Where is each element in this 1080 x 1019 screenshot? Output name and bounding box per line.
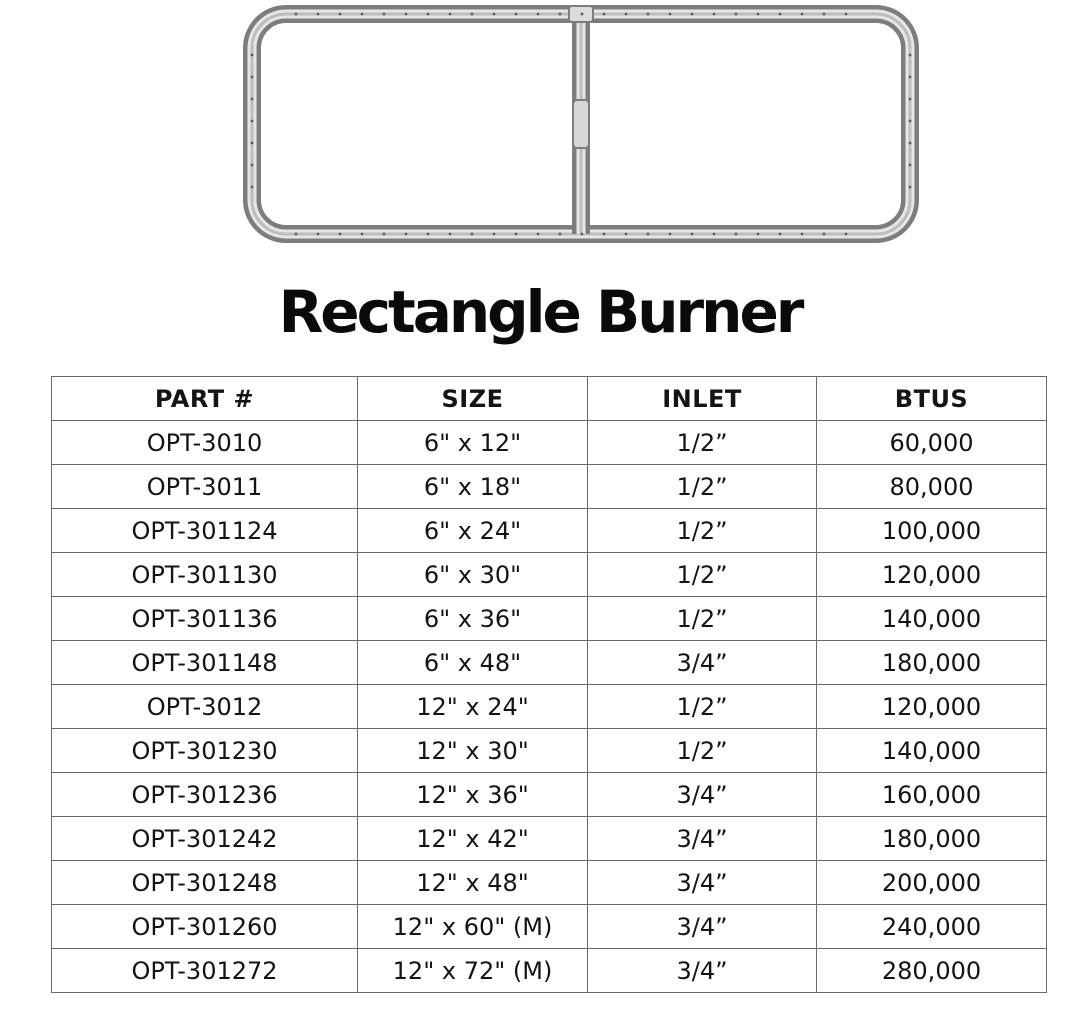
table-row [52, 641, 1047, 685]
burner-port [909, 142, 912, 145]
cell-part-number: OPT-301124 [52, 509, 358, 553]
cell-inlet: 1/2” [588, 465, 817, 509]
burner-port [757, 233, 760, 236]
burner-port [515, 13, 518, 16]
burner-port [669, 13, 672, 16]
cell-size: 6" x 12" [358, 421, 588, 465]
cell-btus: 240,000 [817, 905, 1047, 949]
cell-btus: 120,000 [817, 553, 1047, 597]
cell-inlet: 1/2” [588, 509, 817, 553]
cell-inlet: 1/2” [588, 421, 817, 465]
burner-port [449, 233, 452, 236]
cell-size: 12" x 60" (M) [358, 905, 588, 949]
burner-port [625, 13, 628, 16]
burner-port [493, 233, 496, 236]
cell-btus: 180,000 [817, 817, 1047, 861]
cell-part-number: OPT-3012 [52, 685, 358, 729]
burner-port [823, 13, 826, 16]
burner-port [317, 233, 320, 236]
cell-part-number: OPT-301248 [52, 861, 358, 905]
burner-port [909, 120, 912, 123]
burner-port [471, 233, 474, 236]
cell-size: 12" x 36" [358, 773, 588, 817]
table-row [52, 685, 1047, 729]
burner-port [909, 186, 912, 189]
cell-part-number: OPT-301130 [52, 553, 358, 597]
cell-btus: 60,000 [817, 421, 1047, 465]
header-inlet: INLET [588, 377, 817, 421]
table-row [52, 861, 1047, 905]
burner-port [757, 13, 760, 16]
burner-port [909, 164, 912, 167]
cell-btus: 200,000 [817, 861, 1047, 905]
cell-inlet: 1/2” [588, 685, 817, 729]
burner-port [845, 233, 848, 236]
cell-size: 6" x 24" [358, 509, 588, 553]
burner-port [449, 13, 452, 16]
cell-part-number: OPT-301148 [52, 641, 358, 685]
table-row [52, 773, 1047, 817]
cell-inlet: 1/2” [588, 597, 817, 641]
burner-port [603, 233, 606, 236]
table-row [52, 509, 1047, 553]
cell-inlet: 3/4” [588, 773, 817, 817]
cell-part-number: OPT-301260 [52, 905, 358, 949]
table-row [52, 553, 1047, 597]
burner-port [537, 233, 540, 236]
table-row [52, 905, 1047, 949]
burner-port [427, 233, 430, 236]
cell-inlet: 3/4” [588, 861, 817, 905]
burner-port [427, 13, 430, 16]
header-size: SIZE [358, 377, 588, 421]
cell-part-number: OPT-301136 [52, 597, 358, 641]
cell-size: 12" x 30" [358, 729, 588, 773]
cell-size: 6" x 30" [358, 553, 588, 597]
table-header-row [52, 377, 1047, 421]
rectangle-burner-icon [236, 0, 926, 250]
burner-port [625, 233, 628, 236]
burner-port [251, 76, 254, 79]
burner-port [251, 164, 254, 167]
burner-port [779, 233, 782, 236]
burner-port [779, 13, 782, 16]
burner-port [339, 233, 342, 236]
burner-port [405, 13, 408, 16]
table-row [52, 729, 1047, 773]
burner-port [405, 233, 408, 236]
burner-port [581, 233, 584, 236]
burner-port [713, 13, 716, 16]
table-row [52, 949, 1047, 993]
cell-size: 6" x 48" [358, 641, 588, 685]
table-row [52, 597, 1047, 641]
cell-btus: 100,000 [817, 509, 1047, 553]
burner-port [603, 13, 606, 16]
table-row [52, 465, 1047, 509]
burner-port [383, 13, 386, 16]
cell-size: 12" x 48" [358, 861, 588, 905]
cell-inlet: 3/4” [588, 817, 817, 861]
burner-port [251, 54, 254, 57]
burner-port [295, 13, 298, 16]
cell-part-number: OPT-301242 [52, 817, 358, 861]
burner-port [691, 233, 694, 236]
table-row [52, 421, 1047, 465]
burner-port [471, 13, 474, 16]
burner-port [691, 13, 694, 16]
cell-btus: 80,000 [817, 465, 1047, 509]
burner-port [317, 13, 320, 16]
cell-btus: 140,000 [817, 597, 1047, 641]
burner-port [295, 233, 298, 236]
burner-port [581, 13, 584, 16]
burner-port [909, 54, 912, 57]
header-part-number: PART # [52, 377, 358, 421]
cell-inlet: 1/2” [588, 729, 817, 773]
header-btus: BTUS [817, 377, 1047, 421]
burner-port [823, 233, 826, 236]
burner-port [515, 233, 518, 236]
cell-size: 12" x 72" (M) [358, 949, 588, 993]
burner-spec-table [51, 376, 1047, 993]
burner-port [251, 120, 254, 123]
burner-port [669, 233, 672, 236]
burner-port [383, 233, 386, 236]
cell-btus: 180,000 [817, 641, 1047, 685]
cell-size: 12" x 24" [358, 685, 588, 729]
burner-port [339, 13, 342, 16]
burner-port [909, 98, 912, 101]
cell-btus: 160,000 [817, 773, 1047, 817]
burner-port [361, 13, 364, 16]
burner-port [801, 13, 804, 16]
cell-size: 6" x 18" [358, 465, 588, 509]
burner-port [713, 233, 716, 236]
burner-port [647, 233, 650, 236]
cell-size: 12" x 42" [358, 817, 588, 861]
burner-port [493, 13, 496, 16]
burner-port [251, 186, 254, 189]
cell-btus: 120,000 [817, 685, 1047, 729]
cell-size: 6" x 36" [358, 597, 588, 641]
cell-btus: 280,000 [817, 949, 1047, 993]
burner-port [537, 13, 540, 16]
cell-inlet: 3/4” [588, 949, 817, 993]
cell-inlet: 3/4” [588, 905, 817, 949]
burner-port [647, 13, 650, 16]
burner-port [361, 233, 364, 236]
burner-port [559, 13, 562, 16]
burner-port [735, 233, 738, 236]
cell-part-number: OPT-301272 [52, 949, 358, 993]
burner-port [559, 233, 562, 236]
page-title: Rectangle Burner [278, 278, 802, 346]
burner-port [251, 98, 254, 101]
cell-part-number: OPT-301230 [52, 729, 358, 773]
cell-part-number: OPT-3010 [52, 421, 358, 465]
burner-port [735, 13, 738, 16]
cell-inlet: 1/2” [588, 553, 817, 597]
cell-inlet: 3/4” [588, 641, 817, 685]
cell-part-number: OPT-301236 [52, 773, 358, 817]
cell-part-number: OPT-3011 [52, 465, 358, 509]
burner-port [909, 76, 912, 79]
table-row [52, 817, 1047, 861]
burner-port [251, 142, 254, 145]
burner-port [801, 233, 804, 236]
burner-port [845, 13, 848, 16]
cell-btus: 140,000 [817, 729, 1047, 773]
